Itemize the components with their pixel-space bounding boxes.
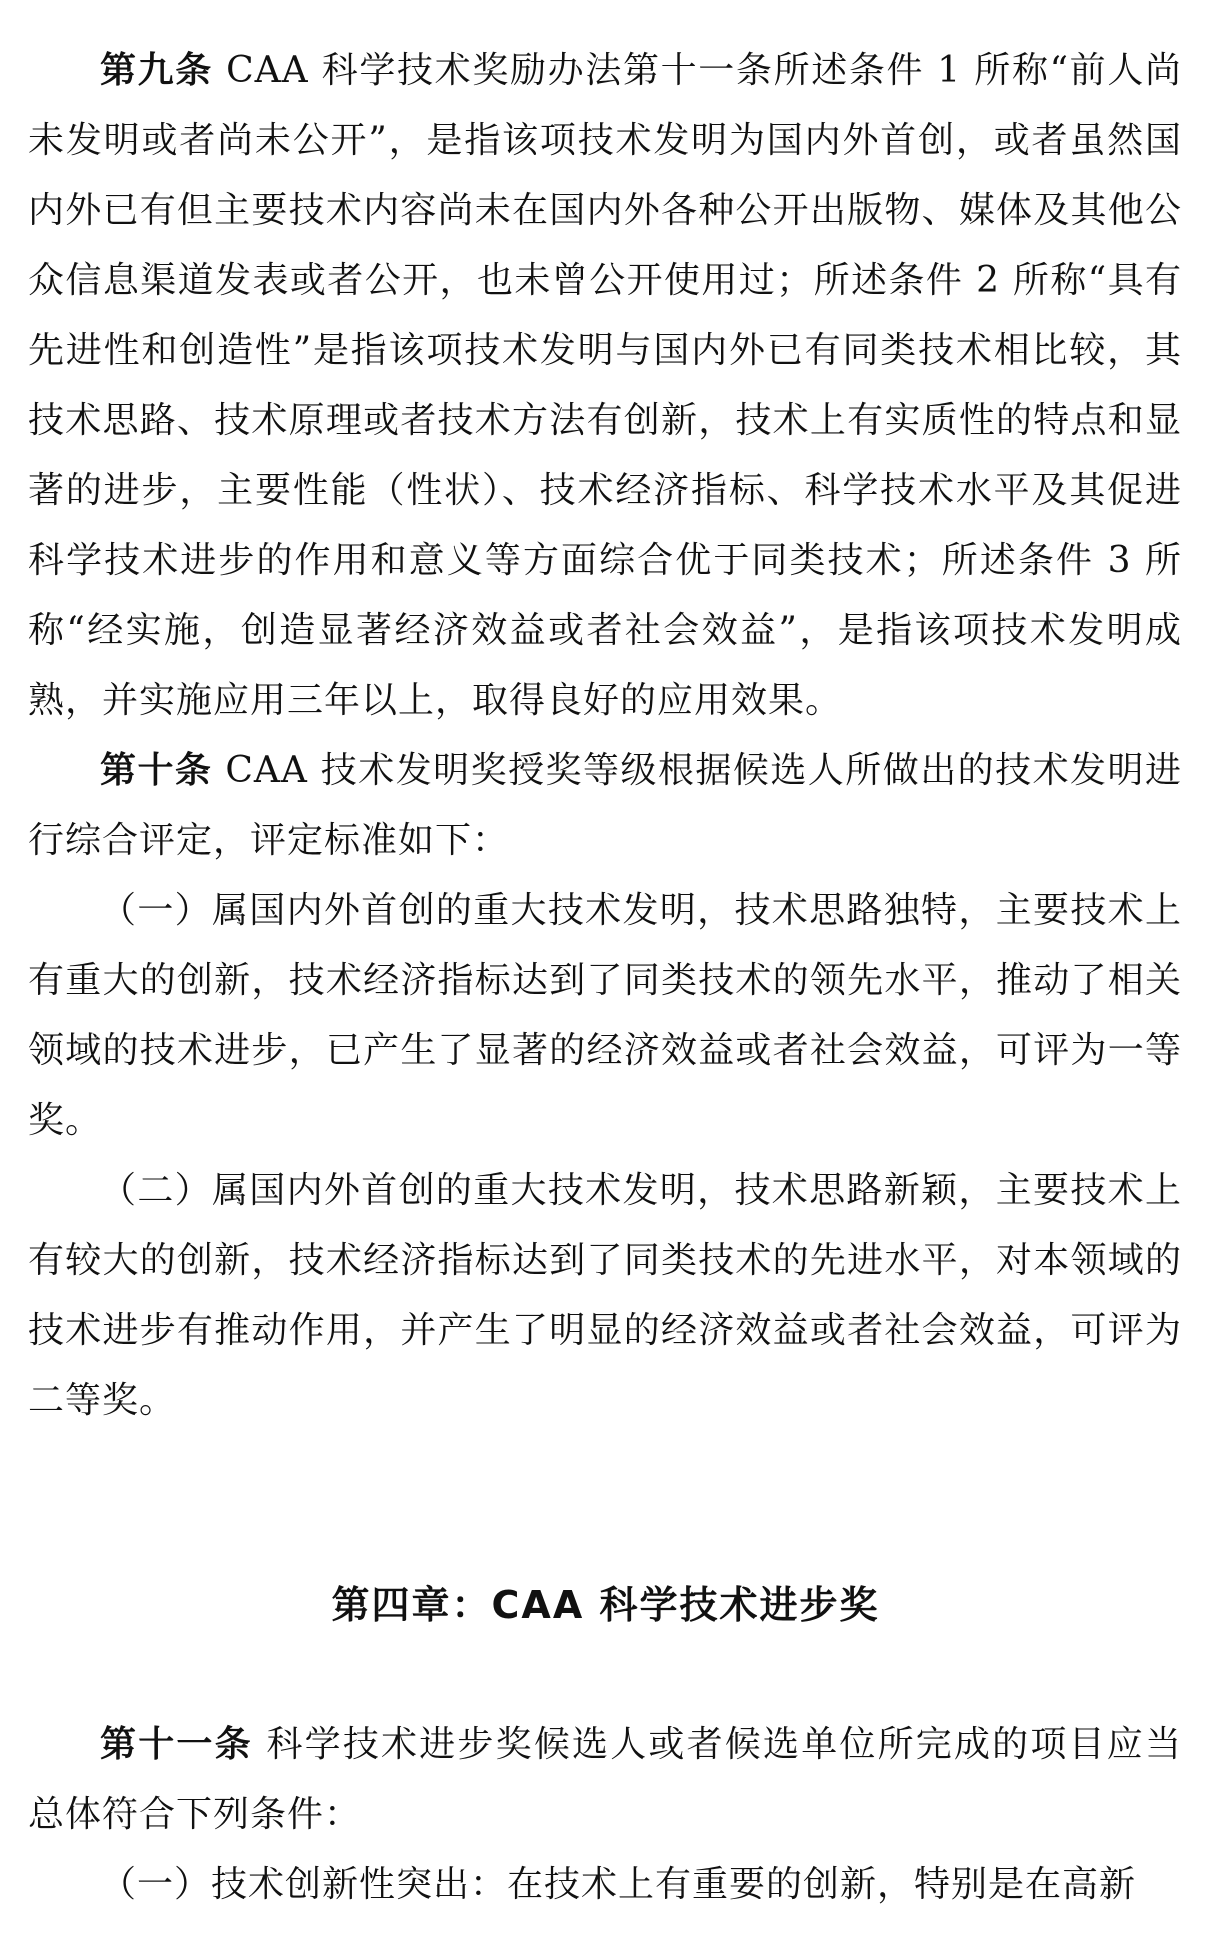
article-11-item-1: （一）技术创新性突出：在技术上有重要的创新，特别是在高新 [100,1864,1137,1905]
article-11-heading: 第十一条 [100,1724,253,1765]
article-10-text: CAA 技术发明奖授奖等级根据候选人所做出的技术发明进行综合评定，评定标准如下： [28,750,1182,861]
article-10-paragraph [28,736,1182,876]
article-9-text: CAA 科学技术奖励办法第十一条所述条件 1 所称“前人尚未发明或者尚未公开”，是指该项技术发明为国内外首创，或者虽然国内外已有但主要技术内容尚未在国内外各种公开出版物、媒体及其他公众信息渠道发表或者公开，也未曾公开使用过；所述条件 2 所称“具有先进性和创造性”是指该项技术发明与国内外已有同类技术相比较，其技术思路、技术原理或者技术方法有创新，技术上有实质性的特点和显著的进步，主要性能（性状）、技术经济指标、科学技术水平及其促进科学技术进步的作用和意义等方面综合优于同类技术；所述条件 3 所称“经实施，创造显著经济效益或者社会效益”，是指该项技术发明成熟，并实施应用三年以上，取得良好的应用效果。 [28,50,1182,721]
article-10-item-1: （一）属国内外首创的重大技术发明，技术思路独特，主要技术上有重大的创新，技术经济指标达到了同类技术的领先水平，推动了相关领域的技术进步，已产生了显著的经济效益或者社会效益，可评为一等奖。 [28,890,1182,1141]
article-10-heading: 第十条 [100,750,213,791]
article-11-paragraph [28,1710,1182,1850]
article-10-item-2: （二）属国内外首创的重大技术发明，技术思路新颖，主要技术上有较大的创新，技术经济指标达到了同类技术的先进水平，对本领域的技术进步有推动作用，并产生了明显的经济效益或者社会效益，可评为二等奖。 [28,1170,1182,1421]
article-11-text: 科学技术进步奖候选人或者候选单位所完成的项目应当总体符合下列条件： [28,1724,1182,1835]
article-9-paragraph [28,36,1182,736]
chapter-4-title: 第四章：CAA 科学技术进步奖 [331,1583,880,1627]
article-9-heading: 第九条 [100,50,213,91]
